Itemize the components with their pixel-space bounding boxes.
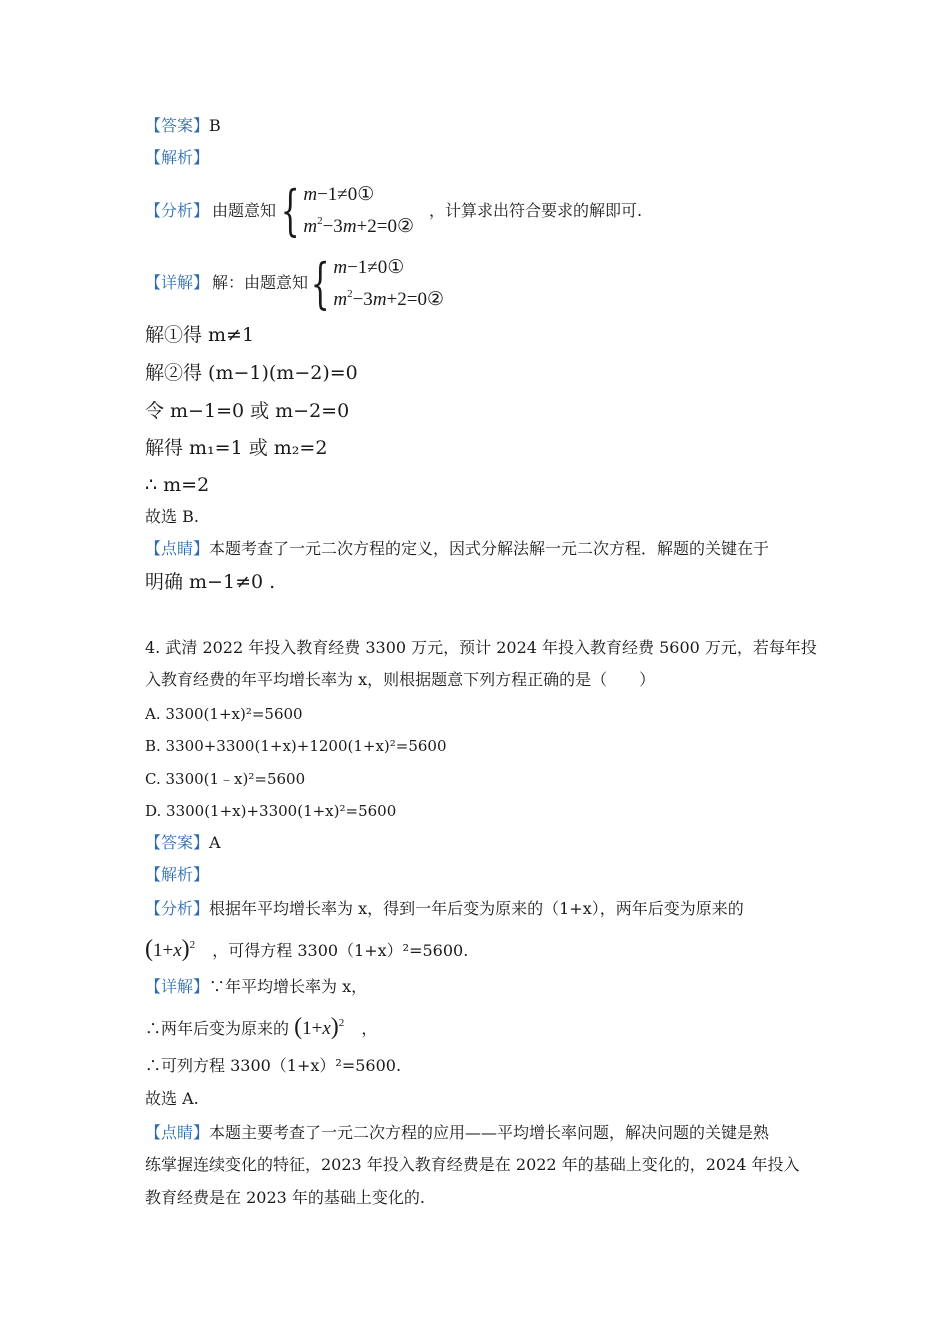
answer-row-q4 (145, 832, 221, 854)
fenxi-tag: 【分析】 (145, 899, 210, 918)
xiangjie-row-q4-2 (145, 1012, 377, 1040)
system-line-2: $m^2-3m+2=0②$ (303, 215, 415, 237)
dianjing-row-q4 (145, 1122, 769, 1144)
dianjing-tag: 【点睛】 (145, 539, 210, 558)
dianjing-row-q3 (145, 538, 769, 560)
dianjing-text-2: 明确 m−1≠0 . (145, 571, 276, 593)
xiangjie-2b: ， (361, 1019, 378, 1038)
system-line-1: m−1≠0① (333, 257, 405, 278)
fenxi-tag: 【分析】 (145, 201, 210, 220)
system-line-1: m−1≠0① (303, 184, 375, 205)
fenxi-row-q4 (145, 898, 744, 920)
dianjing-tag: 【点睛】 (145, 1123, 210, 1142)
xiangjie-tag: 【详解】 (145, 273, 210, 292)
expression-one-plus-x-squared: $(1+x)^2$ (145, 936, 196, 962)
answer-tag: 【答案】 (145, 116, 210, 135)
xiangjie-text: 解：由题意知 (212, 273, 309, 292)
answer-value: A (209, 833, 221, 852)
analysis-tag: 【解析】 (145, 148, 210, 167)
step-4: 解得 m₁=1 或 m₂=2 (145, 437, 328, 459)
answer-row-q3 (145, 115, 221, 137)
fenxi-text-b: ，计算求出符合要求的解即可. (429, 201, 643, 220)
dianjing-text-1: 本题考查了一元二次方程的定义，因式分解法解一元二次方程．解题的关键在于 (209, 539, 770, 558)
option-b: B. 3300+3300(1+x)+1200(1+x)²=5600 (145, 737, 447, 755)
question-4-stem-2: 入教育经费的年平均增长率为 x，则根据题意下列方程正确的是（ ） (145, 670, 656, 689)
xiangjie-2: ∴两年后变为原来的 (145, 1019, 290, 1038)
option-d: D. 3300(1+x)+3300(1+x)²=5600 (145, 802, 397, 820)
fenxi-text-1: 根据年平均增长率为 x，得到一年后变为原来的（1+x），两年后变为原来的 (209, 899, 744, 918)
option-c: C. 3300(1﹣x)²=5600 (145, 770, 306, 788)
expression-one-plus-x-squared: $(1+x)^2$ (294, 1014, 345, 1040)
xiangjie-3: ∴可列方程 3300（1+x）²=5600. (145, 1056, 402, 1075)
step-2: 解②得 (m−1)(m−2)=0 (145, 362, 358, 384)
dianjing-1: 本题主要考查了一元二次方程的应用——平均增长率问题，解决问题的关键是熟 (209, 1123, 770, 1142)
analysis-heading-q4 (145, 864, 209, 886)
step-5: ∴ m=2 (145, 474, 210, 496)
answer-value: B (209, 116, 221, 135)
option-a: A. 3300(1+x)²=5600 (145, 705, 303, 723)
step-1: 解①得 m≠1 (145, 324, 255, 346)
xiangjie-tag: 【详解】 (145, 977, 210, 996)
answer-tag: 【答案】 (145, 833, 210, 852)
brace-icon: { (280, 179, 300, 242)
fenxi-row-q4-2 (145, 934, 468, 962)
xiangjie-row-q4 (145, 976, 367, 998)
analysis-tag: 【解析】 (145, 865, 210, 884)
dianjing-3: 教育经费是在 2023 年的基础上变化的. (145, 1188, 425, 1207)
system-line-2: $m^2-3m+2=0②$ (333, 288, 445, 310)
fenxi-text-a: 由题意知 (212, 201, 277, 220)
question-4-stem-1: 4. 武清 2022 年投入教育经费 3300 万元，预计 2024 年投入教育经费 5600 万元，若每年投 (145, 638, 817, 657)
equation-system-2 (309, 252, 445, 315)
xiangjie-1: ∵年平均增长率为 x， (209, 977, 368, 996)
equation-system (279, 179, 415, 242)
choose-q4: 故选 A. (145, 1089, 199, 1108)
fenxi-text-2: ，可得方程 3300（1+x）²=5600. (212, 941, 469, 960)
analysis-heading-q3 (145, 147, 209, 169)
choose-q3: 故选 B. (145, 507, 199, 526)
step-3: 令 m−1=0 或 m−2=0 (145, 400, 350, 422)
brace-icon: { (310, 252, 330, 315)
dianjing-2: 练掌握连续变化的特征，2023 年投入教育经费是在 2022 年的基础上变化的，2024 年投入 (145, 1155, 800, 1174)
